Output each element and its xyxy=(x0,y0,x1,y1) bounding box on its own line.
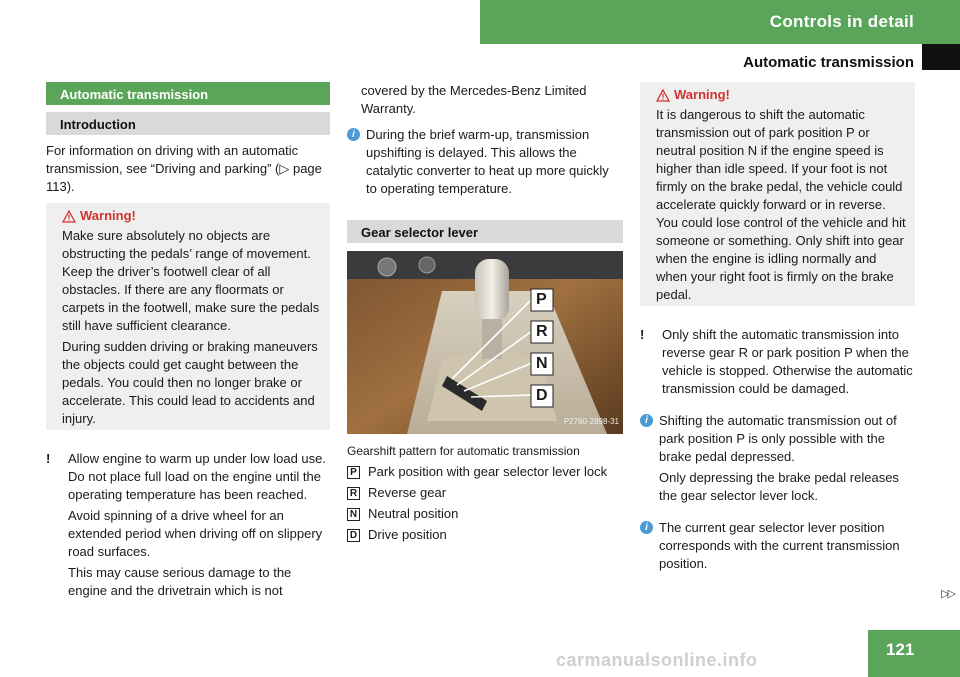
legend-text: Drive position xyxy=(368,527,447,542)
warning-heading xyxy=(62,207,322,225)
warning-paragraph: It is dangerous to shift the automatic transmission out of park position P or neutral position N if the engine speed is higher than idle speed. If your foot is not firmly on the brake pedal, the vehicle could accelerate quickly forward or in reverse. You could lose control of the vehicle and hit someone or something. Only shift into gear when the engine is idling normally and when your right foot is firmly on the brake pedal. xyxy=(656,107,906,302)
gear-legend xyxy=(347,463,623,544)
warning-heading xyxy=(656,86,907,104)
info-icon: i xyxy=(347,128,360,141)
info-text: During the brief warm-up, transmission upshifting is delayed. This allows the catalytic converter to heat up more quickly to operating temperature. xyxy=(366,127,609,196)
legend-key: P xyxy=(347,466,360,479)
note-text: Avoid spinning of a drive wheel for an extended period when driving off on slippery road surfaces. xyxy=(68,508,323,559)
note-text: Allow engine to warm up under low load use. Do not place full load on the engine until the operating temperature has been reached. xyxy=(68,451,326,502)
gear-label-n: N xyxy=(536,355,548,372)
warning-box xyxy=(46,203,330,430)
info-icon: i xyxy=(640,414,653,427)
info-text: Only depressing the brake pedal releases the gear selector lever lock. xyxy=(659,470,899,503)
legend-key: N xyxy=(347,508,360,521)
legend-row xyxy=(347,505,623,523)
legend-key: D xyxy=(347,529,360,542)
gear-label-d: D xyxy=(536,387,548,404)
gear-label-p: P xyxy=(536,291,547,308)
gear-selector-photo xyxy=(347,251,623,434)
photo-code: P2760-2898-31 xyxy=(563,417,619,426)
intro-text: For information on driving with an automatic transmission, see “Driving and parking” (▷ page 113). xyxy=(46,143,322,194)
page-number: 121 xyxy=(868,630,960,677)
note-marker: ! xyxy=(46,451,51,466)
watermark: carmanualsonline.info xyxy=(556,650,758,670)
warning-box xyxy=(640,82,915,306)
note-item xyxy=(640,326,915,398)
legend-text: Park position with gear selector lever lock xyxy=(368,464,608,479)
subheading-gear-selector: Gear selector lever xyxy=(347,220,623,243)
legend-row xyxy=(347,484,623,502)
note-item xyxy=(46,450,330,504)
column-1 xyxy=(46,82,330,600)
warning-paragraph: Make sure absolutely no objects are obstructing the pedals’ range of movement. Keep the driver’s footwell clear of all obstacles. If there are any floormats or carpets in the footwell, make sure the pedals still have sufficient clearance. xyxy=(62,228,320,333)
legend-row xyxy=(347,526,623,544)
gear-selector-illustration xyxy=(347,251,623,434)
note-text: This may cause serious damage to the engine and the drivetrain which is not xyxy=(68,565,292,598)
warning-title: Warning! xyxy=(674,87,730,102)
legend-key: R xyxy=(347,487,360,500)
section-heading: Automatic transmission xyxy=(46,82,330,105)
warning-title: Warning! xyxy=(80,208,136,223)
legend-text: Reverse gear xyxy=(368,485,447,500)
continued-text: covered by the Mercedes-Benz Limited Warranty. xyxy=(361,83,587,116)
column-2 xyxy=(347,82,623,544)
subsection-title: Automatic transmission xyxy=(743,54,914,71)
info-icon: i xyxy=(640,521,653,534)
column-3 xyxy=(640,82,915,573)
subheading-introduction: Introduction xyxy=(46,112,330,135)
photo-caption: Gearshift pattern for automatic transmission xyxy=(347,444,580,458)
warning-paragraph: During sudden driving or braking maneuvers the objects could get caught between the pedals. You could then no longer brake or accelerate. This could lead to accidents and injury. xyxy=(62,339,318,426)
note-marker: ! xyxy=(640,327,645,342)
note-text: Only shift the automatic transmission into reverse gear R or park position P when the vehicle is stopped. Otherwise the automatic transmission could be damaged. xyxy=(662,327,913,396)
info-text: Shifting the automatic transmission out of park position P is only possible with the brake pedal depressed. xyxy=(659,413,897,464)
info-text: The current gear selector lever position corresponds with the current transmission position. xyxy=(659,520,900,571)
info-item xyxy=(347,126,623,198)
gear-label-r: R xyxy=(536,323,548,340)
section-title: Controls in detail xyxy=(769,12,914,31)
warning-triangle-icon xyxy=(62,210,76,223)
next-page-arrows-icon: ▷▷ xyxy=(941,588,954,600)
info-item xyxy=(640,412,915,466)
info-item xyxy=(640,519,915,573)
legend-row xyxy=(347,463,623,481)
header-marker xyxy=(922,44,960,70)
warning-triangle-icon xyxy=(656,89,670,102)
legend-text: Neutral position xyxy=(368,506,459,521)
